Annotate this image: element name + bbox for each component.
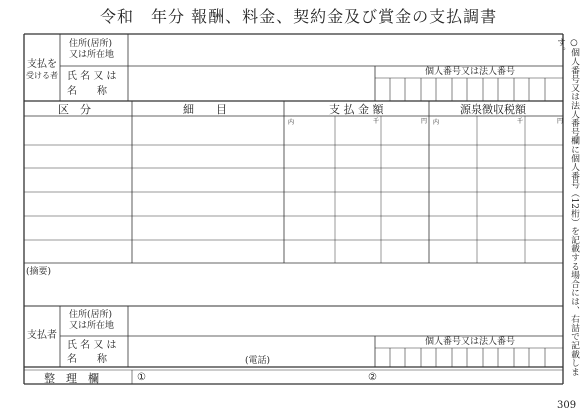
payer-name-label: 氏 名 又 は bbox=[67, 340, 117, 351]
payer-address-label: 住所(居所) bbox=[69, 310, 113, 320]
unit-inner: 内 bbox=[433, 119, 440, 126]
payer-name-label-2: 名 称 bbox=[67, 354, 107, 365]
payee-name-label: 氏 名 又 は bbox=[67, 71, 117, 82]
payee-id-label: 個人番号又は法人番号 bbox=[425, 67, 516, 77]
unit-thousand: 千 bbox=[517, 118, 524, 125]
payer-label: 支払者 bbox=[27, 330, 57, 341]
payee-name-field[interactable] bbox=[129, 67, 374, 100]
payee-label: 支払を bbox=[27, 59, 57, 70]
side-note: ○個人番号又は法人番号欄に個人番号（12桁）を記載する場合には、右詰で記載します。 bbox=[555, 38, 579, 376]
payee-name-label-2: 名 称 bbox=[67, 86, 107, 97]
col-header-details: 細 目 bbox=[183, 103, 227, 116]
payee-address-label-2: 又は所在地 bbox=[69, 50, 115, 60]
col-header-payment: 支 払 金 額 bbox=[329, 103, 384, 116]
page-number: 309 bbox=[557, 400, 577, 411]
arrangement-mark-1: ① bbox=[137, 372, 146, 383]
payee-address-label: 住所(居所) bbox=[69, 39, 113, 49]
payer-address-label-2: 又は所在地 bbox=[69, 321, 115, 331]
arrangement-label: 整 理 欄 bbox=[44, 372, 99, 385]
unit-thousand: 千 bbox=[373, 118, 380, 125]
page-title: 令和 年分 報酬、料金、契約金及び賞金の支払調書 bbox=[100, 7, 498, 26]
payer-id-label: 個人番号又は法人番号 bbox=[425, 337, 516, 347]
payer-address-field[interactable] bbox=[129, 307, 562, 335]
arrangement-mark-2: ② bbox=[368, 372, 377, 383]
remarks-label: (摘要) bbox=[26, 267, 52, 277]
unit-yen: 円 bbox=[557, 118, 564, 125]
payee-address-field[interactable] bbox=[129, 35, 562, 65]
payee-label-2: 受ける者 bbox=[26, 71, 58, 80]
col-header-withholding: 源泉徴収税額 bbox=[460, 103, 526, 116]
payer-phone-label: (電話) bbox=[245, 356, 271, 366]
col-header-category: 区 分 bbox=[58, 103, 91, 116]
remarks-field[interactable] bbox=[25, 264, 562, 305]
unit-yen: 円 bbox=[421, 118, 428, 125]
unit-inner: 内 bbox=[288, 119, 295, 126]
